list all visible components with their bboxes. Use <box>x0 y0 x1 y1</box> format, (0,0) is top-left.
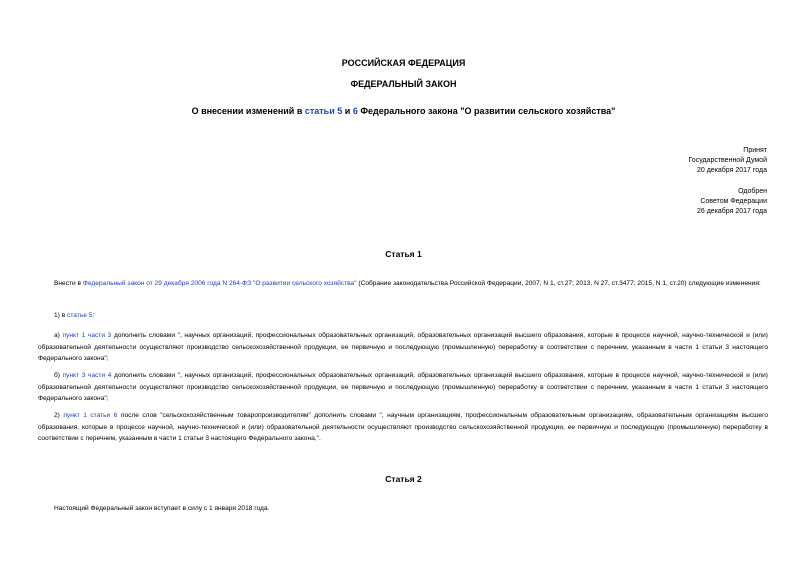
subitem-a: а) пункт 1 части 3 дополнить словами ", научных организаций, профессиональных образовательных организаций, образовательных организаций высшего образования, которые в процессе научной, научно-технической и (или) образовательной деятельности осуществляют производство сельскохозяйственной продукции, ее первичную и последующую (промышленную) переработку в соответствии с перечнем, указанным в части 1 статьи 3 настоящего Федерального закона"; <box>38 332 768 362</box>
point3-part4-link[interactable]: пункт 3 части 4 <box>62 372 112 379</box>
article2-heading: Статья 2 <box>385 474 422 484</box>
law-264-link[interactable]: Федеральный закон от 29 декабря 2006 года N 264-ФЗ "О развитии сельского хозяйства" <box>82 280 357 287</box>
point1-part3-link[interactable]: пункт 1 части 3 <box>62 332 112 339</box>
article5-link[interactable]: статье 5 <box>67 312 93 319</box>
law-type-heading: ФЕДЕРАЛЬНЫЙ ЗАКОН <box>350 79 457 89</box>
article1-intro: Внести в Федеральный закон от 29 декабря 2006 года N 264-ФЗ "О развитии сельского хозяйства" (Собрание законодательства Российской Федерации, 2007, N 1, ст.27; 2013, N 27, ст.3477; 2015, N 1, ст.20) следующие изменения: <box>54 280 761 287</box>
article2-text: Настоящий Федеральный закон вступает в силу с 1 января 2018 года. <box>54 505 270 512</box>
article1-heading: Статья 1 <box>385 249 422 259</box>
item2: 2) пункт 1 статьи 6 после слов "сельскохозяйственным товаропроизводителям" дополнить словами ", научным организациям, профессиональным образовательным организациям, образовательным организациям высшего образования, которые в процессе научной, научно-технической и (или) образовательной деятельности осуществляют производство сельскохозяйственной продукции, ее первичную и последующую (промышленную) переработку в соответствии с перечнем, указанным в части 1 статьи 3 настоящего Федерального закона,". <box>38 412 769 442</box>
title-link-article6[interactable]: 6 <box>352 106 358 116</box>
approval-block: Одобрен Советом Федерации 26 декабря 2017 года <box>696 188 767 215</box>
law-title: О внесении изменений в статьи 5 и 6 Федерального закона "О развитии сельского хозяйства" <box>191 106 616 116</box>
adoption-block: Принят Государственной Думой 20 декабря 2017 года <box>688 147 767 174</box>
country-heading: РОССИЙСКАЯ ФЕДЕРАЦИЯ <box>341 58 466 68</box>
title-link-article5[interactable]: статьи 5 <box>304 106 343 116</box>
subitem-b: б) пункт 3 части 4 дополнить словами ", научных организаций, профессиональных образовательных организаций, образовательных организаций высшего образования, которые в процессе научной, научно-технической и (или) образовательной деятельности осуществляют производство сельскохозяйственной продукции, ее первичную и последующую (промышленную) переработку в соответствии с перечнем, указанным в части 1 статьи 3 настоящего Федерального закона"; <box>38 372 769 402</box>
point1-article6-link[interactable]: пункт 1 статьи 6 <box>63 412 118 419</box>
item1: 1) в статье 5: <box>54 312 95 319</box>
